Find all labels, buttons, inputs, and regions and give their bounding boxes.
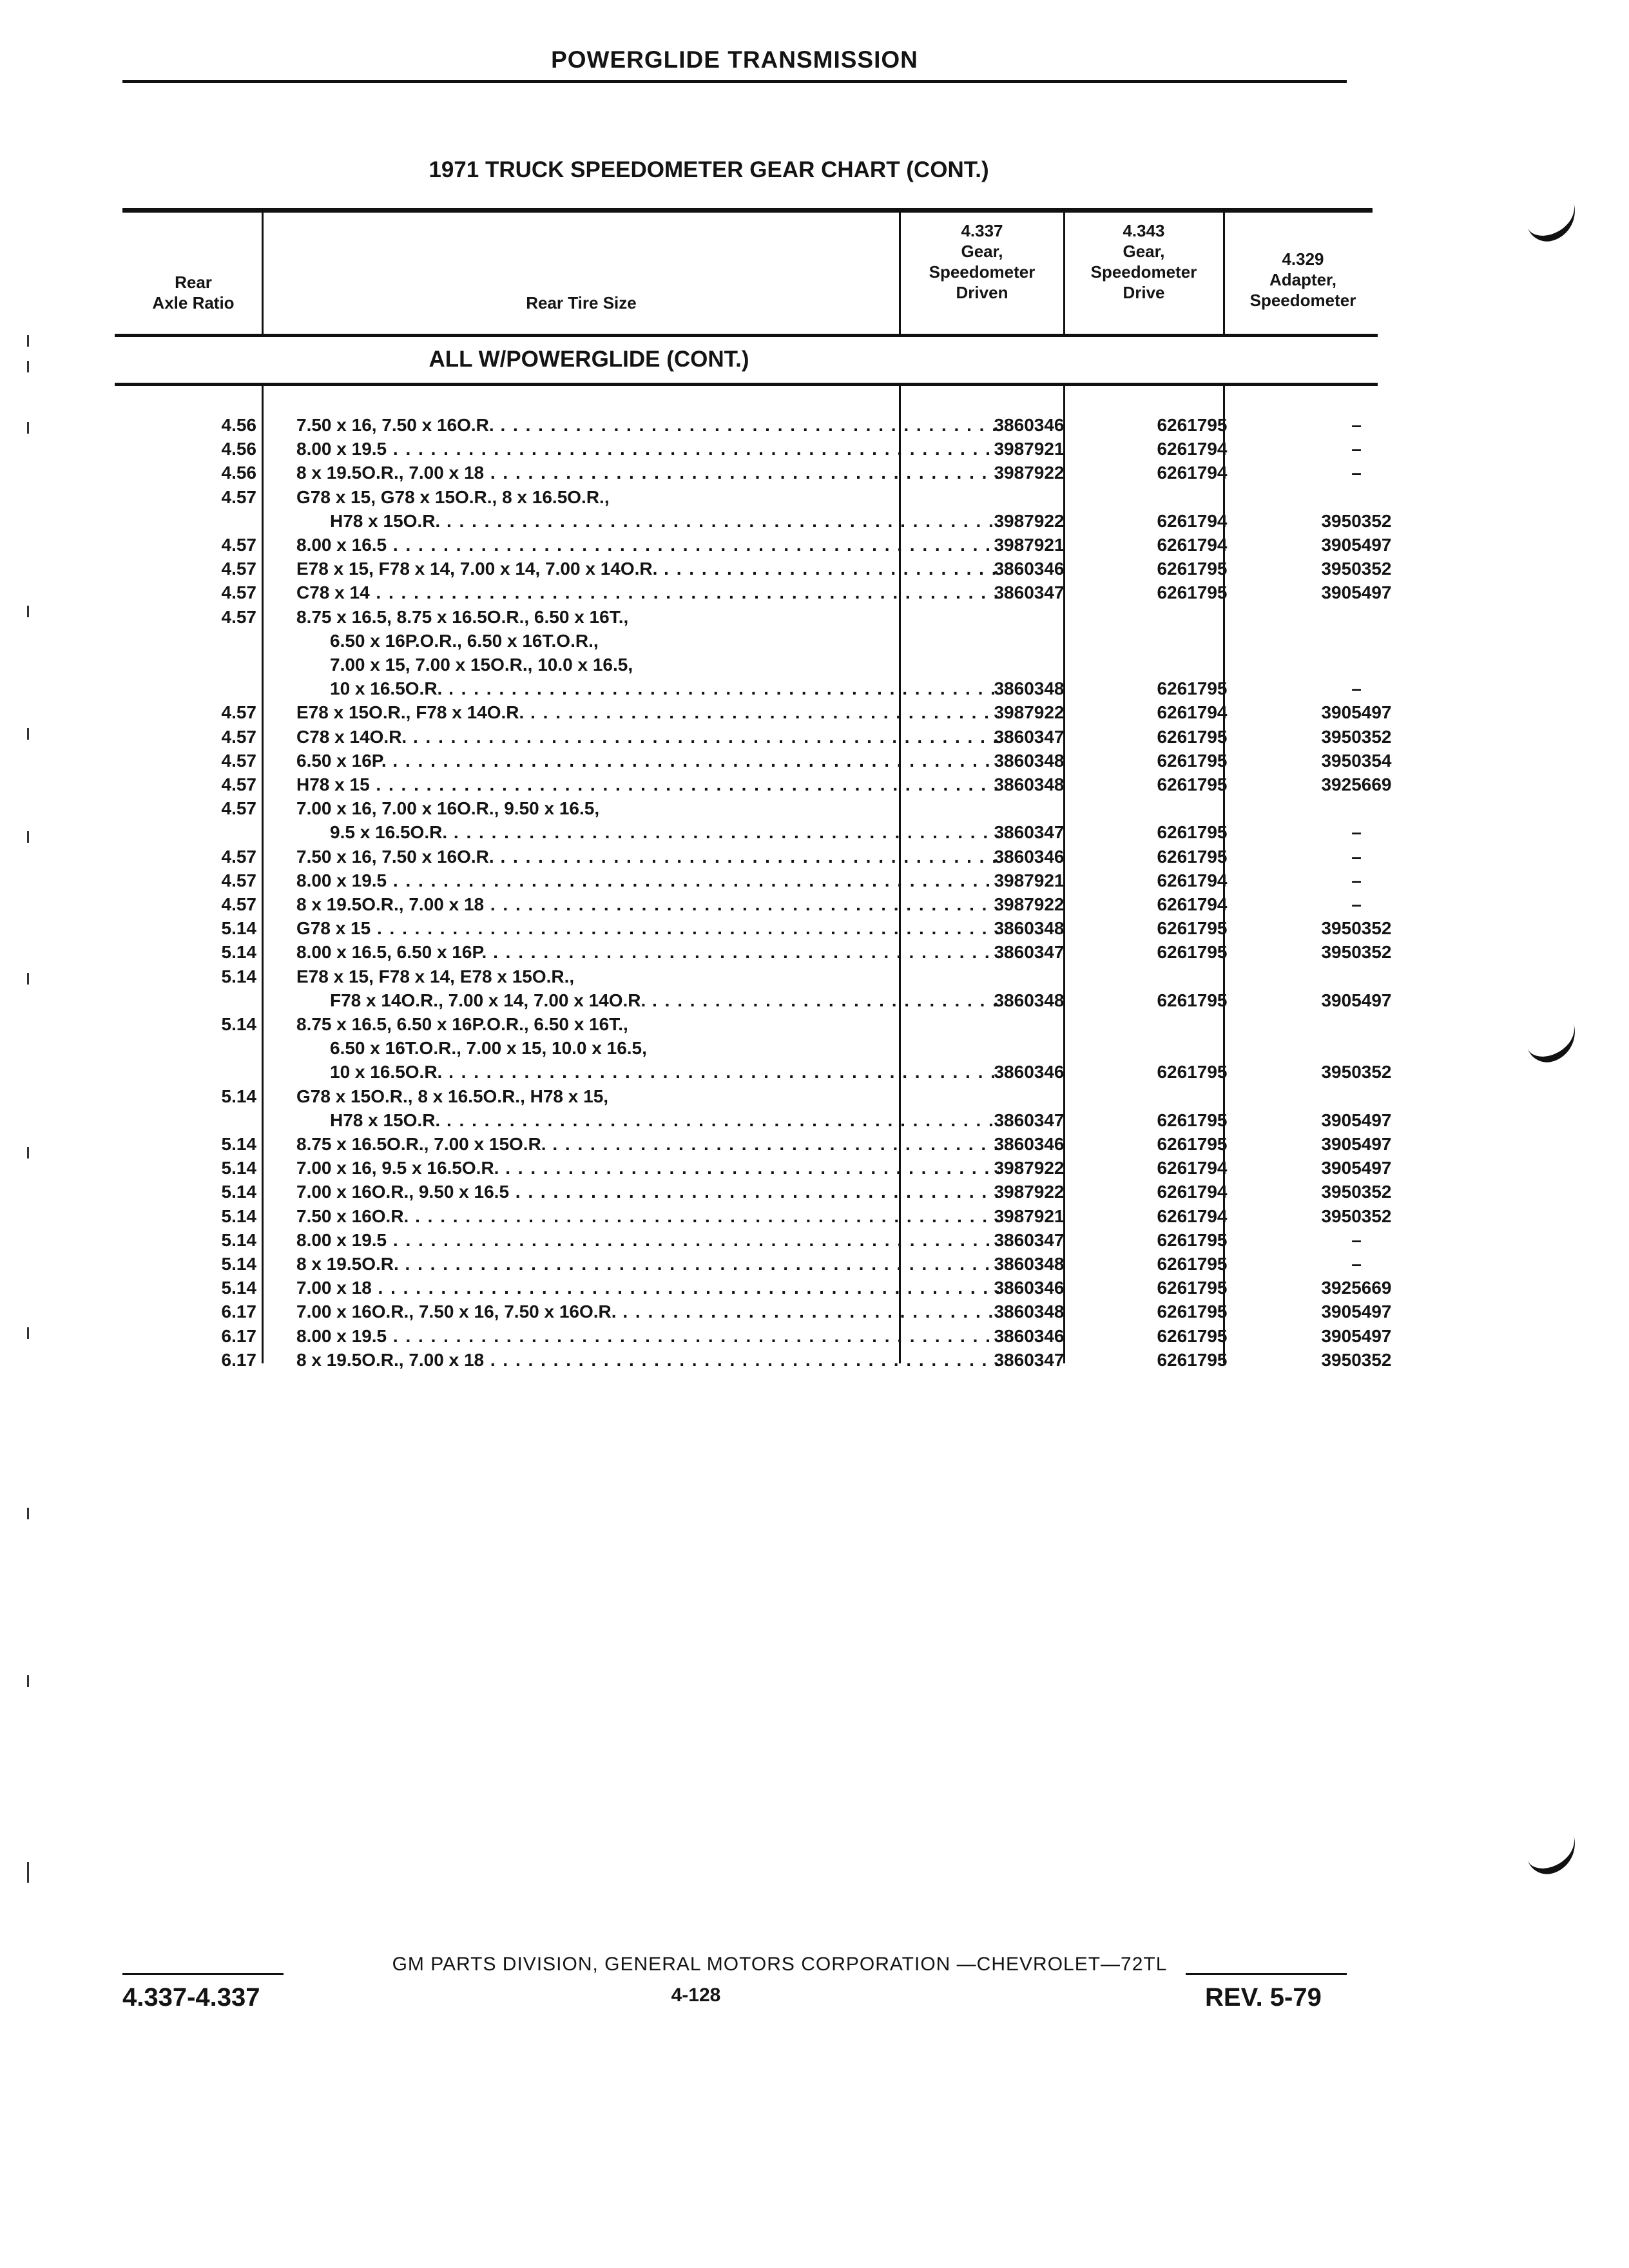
adapter-part-cell: – [1351, 822, 1362, 843]
driven-gear-part-cell: 3860347 [994, 822, 1065, 843]
adapter-part-cell: – [1351, 439, 1362, 459]
drive-gear-part-cell: 6261794 [1157, 1182, 1228, 1202]
rear-axle-ratio-cell: 4.57 [221, 774, 256, 794]
column-header-adapter: 4.329 Adapter, Speedometer [1249, 249, 1356, 310]
footer-revision: REV. 5-79 [1205, 1983, 1322, 2012]
drive-gear-part-cell: 6261795 [1157, 1229, 1228, 1250]
rear-tire-size-cell: 10 x 16.5O.R. . . . [330, 1061, 999, 1084]
drive-gear-part-cell: 6261795 [1157, 1062, 1228, 1082]
adapter-part-cell: 3905497 [1321, 1158, 1392, 1178]
binder-tab-mark [1523, 1831, 1583, 1879]
column-header-driven: 4.337 Gear, Speedometer Driven [929, 221, 1036, 302]
driven-gear-part-cell: 3987922 [994, 894, 1065, 914]
binder-tab-mark [1523, 198, 1583, 247]
rear-axle-ratio-cell: 5.14 [221, 1254, 256, 1274]
table-row [116, 1276, 1392, 1300]
table-row [116, 797, 1379, 821]
driven-gear-part-cell: 3860348 [994, 678, 1065, 699]
adapter-part-cell: 3905497 [1321, 990, 1392, 1010]
rear-tire-size-cell: 7.00 x 16O.R., 7.50 x 16, 7.50 x 16O.R. . . . [296, 1300, 999, 1324]
rear-axle-ratio-cell: 5.14 [221, 1182, 256, 1202]
rear-tire-size-cell: 6.50 x 16P.O.R., 6.50 x 16T.O.R., [330, 630, 599, 651]
driven-gear-part-cell: 3987921 [994, 870, 1065, 890]
driven-gear-part-cell: 3860347 [994, 1110, 1065, 1130]
adapter-part-cell: – [1351, 894, 1362, 914]
driven-gear-part-cell: 3860346 [994, 1278, 1065, 1298]
table-row [116, 941, 1392, 965]
margin-tick [27, 422, 29, 434]
adapter-part-cell: 3905497 [1321, 702, 1392, 723]
table-row [116, 893, 1379, 917]
rear-axle-ratio-cell: 6.17 [221, 1349, 256, 1370]
page-title: POWERGLIDE TRANSMISSION [551, 46, 918, 73]
drive-gear-part-cell: 6261795 [1157, 415, 1228, 435]
driven-gear-part-cell: 3987922 [994, 510, 1065, 531]
table-row [116, 1157, 1392, 1180]
driven-gear-part-cell: 3987922 [994, 463, 1065, 483]
rear-axle-ratio-cell: 5.14 [221, 942, 256, 963]
rear-tire-size-cell: 8.75 x 16.5O.R., 7.00 x 15O.R. . . . [296, 1133, 999, 1157]
rear-tire-size-cell: 8.75 x 16.5, 6.50 x 16P.O.R., 6.50 x 16T., [296, 1014, 628, 1034]
table-row [116, 557, 1392, 581]
adapter-part-cell: – [1351, 415, 1362, 435]
drive-gear-part-cell: 6261794 [1157, 439, 1228, 459]
rear-tire-size-cell: E78 x 15O.R., F78 x 14O.R. . . . [296, 701, 999, 725]
drive-gear-part-cell: 6261795 [1157, 1110, 1228, 1130]
drive-gear-part-cell: 6261794 [1157, 870, 1228, 890]
driven-gear-part-cell: 3860348 [994, 1254, 1065, 1274]
adapter-part-cell: 3925669 [1321, 774, 1392, 794]
table-row [116, 677, 1379, 701]
driven-gear-part-cell: 3860347 [994, 726, 1065, 747]
footer-rule-left [122, 1973, 284, 1975]
adapter-part-cell: 3950352 [1321, 510, 1392, 531]
rear-axle-ratio-cell: 5.14 [221, 1206, 256, 1226]
table-row [116, 1300, 1392, 1324]
rear-tire-size-cell: 8 x 19.5O.R., 7.00 x 18 . . . [296, 1349, 999, 1372]
rear-tire-size-cell: 8 x 19.5O.R., 7.00 x 18 . . . [296, 461, 999, 485]
rear-tire-size-cell: 7.00 x 16, 7.00 x 16O.R., 9.50 x 16.5, [296, 798, 600, 819]
driven-gear-part-cell: 3987921 [994, 535, 1065, 555]
table-row [116, 869, 1379, 893]
column-header-rear-axle-ratio: Rear Axle Ratio [152, 273, 235, 312]
adapter-part-cell: 3905497 [1321, 1325, 1392, 1346]
margin-tick [27, 1508, 29, 1519]
rear-tire-size-cell: 8.00 x 19.5 . . . [296, 437, 999, 461]
rear-axle-ratio-cell: 4.56 [221, 439, 256, 459]
binder-tab-mark [1523, 1019, 1583, 1068]
rear-tire-size-cell: 10 x 16.5O.R. . . . [330, 677, 999, 701]
drive-gear-part-cell: 6261795 [1157, 1302, 1228, 1322]
divider-ratio-header [262, 211, 264, 335]
rear-axle-ratio-cell: 4.57 [221, 582, 256, 603]
drive-gear-part-cell: 6261794 [1157, 535, 1228, 555]
table-row [116, 965, 1379, 989]
driven-gear-part-cell: 3860347 [994, 1229, 1065, 1250]
table-row [116, 917, 1392, 941]
driven-gear-part-cell: 3860346 [994, 415, 1065, 435]
margin-tick [27, 1147, 29, 1158]
rear-axle-ratio-cell: 4.57 [221, 846, 256, 867]
table-row [116, 989, 1392, 1013]
chart-title: 1971 TRUCK SPEEDOMETER GEAR CHART (CONT.) [429, 157, 989, 182]
rear-tire-size-cell: 8.00 x 19.5 . . . [296, 1325, 999, 1349]
table-row [116, 1085, 1379, 1109]
rear-axle-ratio-cell: 4.57 [221, 702, 256, 723]
rear-tire-size-cell: 7.00 x 18 . . . [296, 1276, 999, 1300]
rear-tire-size-cell: 8.00 x 16.5, 6.50 x 16P. . . . [296, 941, 999, 965]
driven-gear-part-cell: 3860348 [994, 774, 1065, 794]
header-rule [122, 80, 1347, 83]
rear-axle-ratio-cell: 5.14 [221, 1134, 256, 1154]
rear-tire-size-cell: 7.00 x 15, 7.00 x 15O.R., 10.0 x 16.5, [330, 655, 633, 675]
driven-gear-part-cell: 3987921 [994, 439, 1065, 459]
rear-tire-size-cell: C78 x 14O.R. . . . [296, 726, 999, 749]
driven-gear-part-cell: 3860347 [994, 582, 1065, 603]
drive-gear-part-cell: 6261795 [1157, 1254, 1228, 1274]
drive-gear-part-cell: 6261795 [1157, 774, 1228, 794]
table-row [116, 1349, 1392, 1372]
adapter-part-cell: 3950352 [1321, 726, 1392, 747]
margin-tick [27, 335, 29, 347]
rear-tire-size-cell: E78 x 15, F78 x 14, E78 x 15O.R., [296, 966, 575, 986]
rear-axle-ratio-cell: 4.57 [221, 870, 256, 890]
adapter-part-cell: 3950352 [1321, 1182, 1392, 1202]
adapter-part-cell: 3905497 [1321, 1134, 1392, 1154]
table-row [116, 1037, 1379, 1061]
table-row [116, 414, 1379, 437]
table-row [116, 581, 1392, 605]
table-row [116, 749, 1392, 773]
rear-tire-size-cell: H78 x 15 . . . [296, 773, 999, 797]
table-row [116, 653, 1379, 677]
rear-tire-size-cell: 7.50 x 16, 7.50 x 16O.R. . . . [296, 414, 999, 437]
rear-axle-ratio-cell: 4.56 [221, 415, 256, 435]
drive-gear-part-cell: 6261794 [1157, 1206, 1228, 1226]
driven-gear-part-cell: 3987922 [994, 702, 1065, 723]
rear-axle-ratio-cell: 4.57 [221, 559, 256, 579]
adapter-part-cell: – [1351, 1229, 1362, 1250]
rear-tire-size-cell: G78 x 15, G78 x 15O.R., 8 x 16.5O.R., [296, 486, 610, 507]
drive-gear-part-cell: 6261794 [1157, 894, 1228, 914]
drive-gear-part-cell: 6261795 [1157, 1349, 1228, 1370]
driven-gear-part-cell: 3860346 [994, 1134, 1065, 1154]
drive-gear-part-cell: 6261795 [1157, 1278, 1228, 1298]
drive-gear-part-cell: 6261794 [1157, 510, 1228, 531]
adapter-part-cell: 3925669 [1321, 1278, 1392, 1298]
rear-tire-size-cell: 9.5 x 16.5O.R. . . . [330, 821, 999, 845]
rear-axle-ratio-cell: 5.14 [221, 1278, 256, 1298]
table-row [116, 845, 1379, 869]
rear-tire-size-cell: 8.00 x 16.5 . . . [296, 533, 999, 557]
adapter-part-cell: 3950352 [1321, 1206, 1392, 1226]
adapter-part-cell: 3905497 [1321, 1302, 1392, 1322]
table-row [116, 1253, 1379, 1276]
adapter-part-cell: 3950352 [1321, 942, 1392, 963]
table-row [116, 1133, 1392, 1157]
rear-tire-size-cell: 8 x 19.5O.R. . . . [296, 1253, 999, 1276]
margin-tick [27, 1675, 29, 1687]
adapter-part-cell: 3905497 [1321, 582, 1392, 603]
margin-tick [27, 1862, 29, 1883]
table-row [116, 1061, 1392, 1084]
table-row [116, 510, 1392, 533]
table-row [116, 1109, 1392, 1133]
rear-tire-size-cell: 8.00 x 19.5 . . . [296, 1229, 999, 1253]
margin-tick [27, 728, 29, 740]
rear-axle-ratio-cell: 4.57 [221, 486, 256, 507]
rear-tire-size-cell: 7.00 x 16O.R., 9.50 x 16.5 . . . [296, 1180, 999, 1204]
rear-tire-size-cell: 7.00 x 16, 9.5 x 16.5O.R. . . . [296, 1157, 999, 1180]
table-row [116, 1229, 1379, 1253]
drive-gear-part-cell: 6261795 [1157, 846, 1228, 867]
adapter-part-cell: 3950352 [1321, 1349, 1392, 1370]
rear-axle-ratio-cell: 5.14 [221, 1014, 256, 1034]
rear-axle-ratio-cell: 5.14 [221, 1158, 256, 1178]
footer-page-number: 4-128 [671, 1984, 721, 2006]
table-row [116, 533, 1392, 557]
footer-publisher: GM PARTS DIVISION, GENERAL MOTORS CORPORATION —CHEVROLET—72TL [392, 1954, 1168, 1975]
rear-tire-size-cell: F78 x 14O.R., 7.00 x 14, 7.00 x 14O.R. . . . [330, 989, 999, 1013]
rear-tire-size-cell: 8.75 x 16.5, 8.75 x 16.5O.R., 6.50 x 16T., [296, 606, 629, 627]
rear-tire-size-cell: H78 x 15O.R. . . . [330, 510, 999, 533]
rear-axle-ratio-cell: 6.17 [221, 1325, 256, 1346]
table-header-bottom-rule [115, 334, 1378, 337]
drive-gear-part-cell: 6261795 [1157, 822, 1228, 843]
driven-gear-part-cell: 3860347 [994, 1349, 1065, 1370]
rear-tire-size-cell: C78 x 14 . . . [296, 581, 999, 605]
section-title: ALL W/POWERGLIDE (CONT.) [429, 347, 749, 372]
rear-axle-ratio-cell: 4.57 [221, 726, 256, 747]
rear-tire-size-cell: H78 x 15O.R. . . . [330, 1109, 999, 1133]
driven-gear-part-cell: 3860347 [994, 942, 1065, 963]
table-row [116, 629, 1379, 653]
adapter-part-cell: – [1351, 870, 1362, 890]
adapter-part-cell: 3950352 [1321, 559, 1392, 579]
table-top-rule [122, 208, 1373, 213]
margin-tick [27, 831, 29, 843]
drive-gear-part-cell: 6261795 [1157, 559, 1228, 579]
table-row [116, 773, 1392, 797]
drive-gear-part-cell: 6261794 [1157, 463, 1228, 483]
driven-gear-part-cell: 3860348 [994, 750, 1065, 771]
table-row [116, 1013, 1379, 1037]
rear-axle-ratio-cell: 4.57 [221, 535, 256, 555]
driven-gear-part-cell: 3860348 [994, 990, 1065, 1010]
adapter-part-cell: 3905497 [1321, 1110, 1392, 1130]
drive-gear-part-cell: 6261795 [1157, 1325, 1228, 1346]
rear-axle-ratio-cell: 5.14 [221, 918, 256, 939]
driven-gear-part-cell: 3860346 [994, 1062, 1065, 1082]
table-row [116, 606, 1379, 629]
rear-tire-size-cell: 7.50 x 16O.R. . . . [296, 1205, 999, 1229]
table-row [116, 1325, 1392, 1349]
column-header-drive: 4.343 Gear, Speedometer Drive [1090, 221, 1197, 302]
section-bottom-rule [115, 383, 1378, 386]
adapter-part-cell: – [1351, 1254, 1362, 1274]
rear-tire-size-cell: E78 x 15, F78 x 14, 7.00 x 14, 7.00 x 14O.R. . . . [296, 557, 999, 581]
table-row [116, 1205, 1392, 1229]
rear-tire-size-cell: 6.50 x 16T.O.R., 7.00 x 15, 10.0 x 16.5, [330, 1038, 647, 1059]
rear-axle-ratio-cell: 5.14 [221, 1086, 256, 1106]
driven-gear-part-cell: 3860346 [994, 1325, 1065, 1346]
drive-gear-part-cell: 6261795 [1157, 678, 1228, 699]
divider-tire-header [899, 211, 901, 335]
adapter-part-cell: 3950352 [1321, 1062, 1392, 1082]
driven-gear-part-cell: 3987921 [994, 1206, 1065, 1226]
margin-tick [27, 973, 29, 985]
adapter-part-cell: – [1351, 463, 1362, 483]
rear-tire-size-cell: 7.50 x 16, 7.50 x 16O.R. . . . [296, 845, 999, 869]
driven-gear-part-cell: 3987922 [994, 1158, 1065, 1178]
divider-driven-header [1063, 211, 1065, 335]
drive-gear-part-cell: 6261795 [1157, 750, 1228, 771]
table-row [116, 461, 1379, 485]
margin-tick [27, 361, 29, 372]
rear-tire-size-cell: 6.50 x 16P. . . . [296, 749, 999, 773]
table-row [116, 1180, 1392, 1204]
table-row [116, 726, 1392, 749]
drive-gear-part-cell: 6261795 [1157, 942, 1228, 963]
table-row [116, 486, 1379, 510]
drive-gear-part-cell: 6261794 [1157, 702, 1228, 723]
rear-tire-size-cell: G78 x 15O.R., 8 x 16.5O.R., H78 x 15, [296, 1086, 609, 1106]
adapter-part-cell: 3950354 [1321, 750, 1392, 771]
rear-axle-ratio-cell: 4.57 [221, 750, 256, 771]
rear-axle-ratio-cell: 5.14 [221, 1229, 256, 1250]
adapter-part-cell: 3950352 [1321, 918, 1392, 939]
margin-tick [27, 1327, 29, 1339]
rear-axle-ratio-cell: 4.57 [221, 894, 256, 914]
drive-gear-part-cell: 6261795 [1157, 582, 1228, 603]
driven-gear-part-cell: 3860348 [994, 1302, 1065, 1322]
rear-axle-ratio-cell: 4.57 [221, 798, 256, 819]
table-row [116, 701, 1392, 725]
rear-axle-ratio-cell: 5.14 [221, 966, 256, 986]
drive-gear-part-cell: 6261795 [1157, 918, 1228, 939]
drive-gear-part-cell: 6261794 [1157, 1158, 1228, 1178]
rear-axle-ratio-cell: 6.17 [221, 1302, 256, 1322]
rear-axle-ratio-cell: 4.56 [221, 463, 256, 483]
table-row [116, 821, 1379, 845]
rear-tire-size-cell: G78 x 15 . . . [296, 917, 999, 941]
rear-tire-size-cell: 8 x 19.5O.R., 7.00 x 18 . . . [296, 893, 999, 917]
adapter-part-cell: – [1351, 846, 1362, 867]
drive-gear-part-cell: 6261795 [1157, 726, 1228, 747]
driven-gear-part-cell: 3860348 [994, 918, 1065, 939]
rear-tire-size-cell: 8.00 x 19.5 . . . [296, 869, 999, 893]
driven-gear-part-cell: 3860346 [994, 559, 1065, 579]
divider-drive-header [1223, 211, 1225, 335]
drive-gear-part-cell: 6261795 [1157, 1134, 1228, 1154]
adapter-part-cell: – [1351, 678, 1362, 699]
footer-part-range: 4.337-4.337 [122, 1983, 260, 2012]
rear-axle-ratio-cell: 4.57 [221, 606, 256, 627]
driven-gear-part-cell: 3860346 [994, 846, 1065, 867]
driven-gear-part-cell: 3987922 [994, 1182, 1065, 1202]
table-row [116, 437, 1379, 461]
adapter-part-cell: 3905497 [1321, 535, 1392, 555]
column-header-rear-tire-size: Rear Tire Size [526, 293, 637, 312]
drive-gear-part-cell: 6261795 [1157, 990, 1228, 1010]
margin-tick [27, 606, 29, 617]
